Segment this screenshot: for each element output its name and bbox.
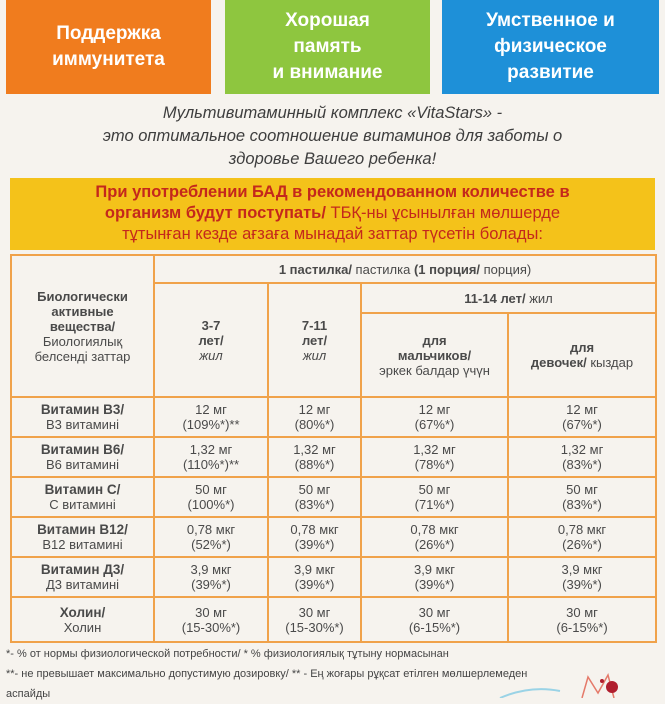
dose-header: [154, 255, 656, 283]
nutrient-table: [10, 254, 657, 643]
table-row: [11, 597, 656, 642]
table-row: [11, 517, 656, 557]
dose-cell: [361, 397, 508, 437]
dose-amount: 0,78 мкг: [557, 522, 607, 537]
col-girls-bold: для: [569, 340, 595, 355]
dose-amount: 1,32 мг: [560, 442, 604, 457]
dose-header-bold: 1 пастилка/: [278, 261, 352, 277]
tile-memory-line: и внимание: [272, 62, 383, 83]
footnote-3: аспайды: [6, 688, 51, 700]
dose-cell: [268, 517, 361, 557]
dose-header-bold-2: (1 порция/: [413, 261, 481, 277]
tile-immunity-line: Поддержка: [56, 23, 161, 44]
nutrient-name-cell: [11, 477, 154, 517]
dose-cell: [268, 477, 361, 517]
nutrient-name-cell: [11, 437, 154, 477]
tile-development-line: физическое: [494, 36, 607, 57]
substance-header-bold: активные: [51, 303, 114, 319]
dose-amount: 30 мг: [418, 604, 451, 620]
dose-amount: 0,78 мкг: [410, 522, 459, 537]
dose-amount: 12 мг: [418, 402, 451, 417]
tile-memory: [225, 0, 430, 94]
dose-amount: 0,78 мкг: [186, 522, 236, 537]
banner-line-2-rest: ТБҚ-ны ұсынылған мөлшерде: [325, 204, 561, 222]
dose-amount: 12 мг: [298, 402, 331, 417]
tile-immunity-line: иммунитета: [52, 49, 165, 70]
dose-amount: 50 мг: [298, 482, 331, 497]
dose-cell: [154, 597, 268, 642]
col-7-11-normal: жил: [302, 347, 327, 363]
dose-percent: (83%*): [562, 457, 602, 472]
intro-line: Мультивитаминный комплекс «VitaStars» -: [162, 104, 503, 122]
dose-amount: 30 мг: [195, 604, 227, 620]
tile-memory-line: память: [293, 36, 362, 57]
nutrient-name-cell: [11, 397, 154, 437]
nutrient-name-local: В3 витамині: [46, 417, 119, 432]
dose-percent: (83%*): [562, 497, 602, 512]
dose-percent: (15-30%*): [181, 619, 241, 635]
dose-cell: [508, 397, 656, 437]
substance-header-normal: белсенді заттар: [34, 348, 131, 364]
star-decoration-icon: [490, 655, 630, 698]
col-3-7-normal: жил: [199, 347, 223, 363]
dose-percent: (78%*): [414, 457, 455, 472]
footnote-1: *- % от нормы физиологической потребности/ * % физиологиялық тұтыну нормасынан: [6, 648, 449, 660]
dose-cell: [154, 557, 268, 597]
dose-amount: 50 мг: [418, 482, 451, 497]
substance-header-bold: вещества/: [49, 318, 116, 334]
dose-amount: 1,32 мг: [189, 442, 233, 457]
substance-header-normal: Биологиялық: [42, 333, 123, 349]
intro-text: [0, 102, 665, 171]
footnote-2: **- не превышает максимально допустимую дозировку/ ** - Ең жоғары рұқсат етілген мөлшерлемеден: [6, 668, 528, 680]
nutrient-name-cell: [11, 557, 154, 597]
dose-percent: (52%*): [191, 537, 231, 552]
dose-percent: (39%*): [294, 577, 335, 592]
dose-amount: 50 мг: [566, 482, 598, 497]
dose-percent: (110%*)**: [182, 457, 240, 472]
nutrient-name-cell: [11, 517, 154, 557]
col-header-3-7: [154, 283, 268, 397]
banner-line-1: При употреблении БАД в рекомендованном количестве в: [95, 183, 570, 201]
dose-cell: [361, 557, 508, 597]
table-body: [11, 397, 656, 642]
dose-cell: [154, 437, 268, 477]
dose-amount: 1,32 мг: [413, 442, 456, 457]
dose-cell: [268, 597, 361, 642]
banner-line-3: тұтынған кезде ағзаға мынадай заттар түсетін болады:: [122, 225, 543, 243]
nutrient-name-local: В12 витамині: [42, 537, 123, 552]
dose-amount: 12 мг: [566, 402, 598, 417]
dose-amount: 3,9 мкг: [293, 562, 336, 577]
dose-percent: (6-15%*): [556, 619, 608, 635]
dose-header-normal-2: порция): [480, 261, 532, 277]
substance-header: [11, 255, 154, 397]
dose-cell: [508, 517, 656, 557]
dose-cell: [154, 517, 268, 557]
dose-percent: (39%*): [562, 577, 602, 592]
dose-percent: (100%*): [187, 497, 235, 512]
dose-cell: [361, 437, 508, 477]
dose-percent: (26%*): [414, 537, 455, 552]
nutrient-name-local: Холин: [63, 619, 102, 635]
nutrient-name: Витамин В3/: [40, 402, 125, 417]
table-row: [11, 437, 656, 477]
dose-cell: [508, 597, 656, 642]
nutrient-name-cell: [11, 597, 154, 642]
banner-line-2: [10, 203, 655, 224]
dose-percent: (39%*): [294, 537, 335, 552]
nutrient-name: Витамин С/: [44, 482, 121, 497]
col-3-7-bold: 3-7: [201, 317, 221, 333]
col-7-11-bold: 7-11: [301, 317, 328, 333]
dose-cell: [508, 557, 656, 597]
dose-cell: [361, 477, 508, 517]
dose-cell: [154, 477, 268, 517]
nutrient-name: Холин/: [59, 604, 106, 620]
dose-amount: 30 мг: [566, 604, 598, 620]
tile-memory-line: Хорошая: [285, 10, 370, 31]
col-7-11-bold: лет/: [301, 332, 328, 348]
dose-percent: (67%*): [414, 417, 455, 432]
dose-percent: (88%*): [294, 457, 335, 472]
dose-cell: [508, 477, 656, 517]
dose-amount: 12 мг: [195, 402, 227, 417]
dose-percent: (15-30%*): [285, 619, 344, 635]
col-boys-bold: мальчиков/: [397, 347, 472, 363]
nutrient-name-local: Д3 витамині: [45, 577, 120, 592]
nutrient-name: Витамин В6/: [40, 442, 125, 457]
dose-percent: (83%*): [294, 497, 335, 512]
dose-header-normal: пастилка: [351, 261, 414, 277]
col-11-14-bold: 11-14 лет/: [464, 290, 526, 306]
nutrient-name-local: С витамині: [49, 497, 116, 512]
intro-line: здоровье Вашего ребенка!: [228, 150, 437, 168]
dose-amount: 3,9 мкг: [190, 562, 232, 577]
dose-cell: [508, 437, 656, 477]
col-girls-bold: девочек/: [530, 355, 587, 370]
col-3-7-bold: лет/: [198, 332, 224, 348]
tile-immunity: [6, 0, 211, 94]
dose-amount: 0,78 мкг: [290, 522, 339, 537]
dose-amount: 1,32 мг: [293, 442, 336, 457]
col-header-boys: [361, 313, 508, 397]
dose-cell: [268, 557, 361, 597]
substance-header-bold: Биологически: [37, 288, 128, 304]
banner-line-2-bold: организм будут поступать/: [104, 204, 326, 222]
dose-cell: [154, 397, 268, 437]
dose-amount: 50 мг: [195, 482, 227, 497]
benefit-tiles: [6, 0, 659, 94]
dose-amount: 3,9 мкг: [413, 562, 456, 577]
dose-cell: [361, 517, 508, 557]
table-row: [11, 477, 656, 517]
table-row: [11, 397, 656, 437]
table-row: [11, 557, 656, 597]
dose-percent: (67%*): [562, 417, 602, 432]
col-header-11-14: [361, 283, 656, 313]
intro-line: это оптимальное соотношение витаминов для заботы о: [102, 127, 563, 145]
dose-percent: (80%*): [294, 417, 335, 432]
col-header-7-11: [268, 283, 361, 397]
col-header-girls: [508, 313, 656, 397]
nutrient-name: Витамин Д3/: [40, 562, 125, 577]
col-11-14-normal: жил: [525, 290, 553, 306]
dose-percent: (71%*): [414, 497, 455, 512]
col-girls-normal: кыздар: [586, 355, 634, 370]
dose-percent: (39%*): [414, 577, 455, 592]
tile-development-line: Умственное и: [486, 10, 615, 31]
dose-percent: (26%*): [562, 537, 602, 552]
dose-amount: 30 мг: [298, 604, 331, 620]
col-boys-normal: эркек балдар үчүн: [379, 362, 490, 378]
dose-percent: (6-15%*): [408, 619, 461, 635]
tile-development-line: развитие: [507, 62, 594, 83]
tile-development: [442, 0, 659, 94]
col-boys-bold: для: [422, 332, 447, 348]
dose-amount: 3,9 мкг: [561, 562, 603, 577]
dose-cell: [361, 597, 508, 642]
dose-percent: (39%*): [191, 577, 231, 592]
nutrient-name-local: В6 витамині: [46, 457, 119, 472]
nutrient-name: Витамин В12/: [37, 522, 128, 537]
dose-percent: (109%*)**: [182, 417, 240, 432]
dose-cell: [268, 397, 361, 437]
dose-cell: [268, 437, 361, 477]
col-girls-line-2: [511, 355, 653, 370]
usage-banner: [10, 178, 655, 250]
